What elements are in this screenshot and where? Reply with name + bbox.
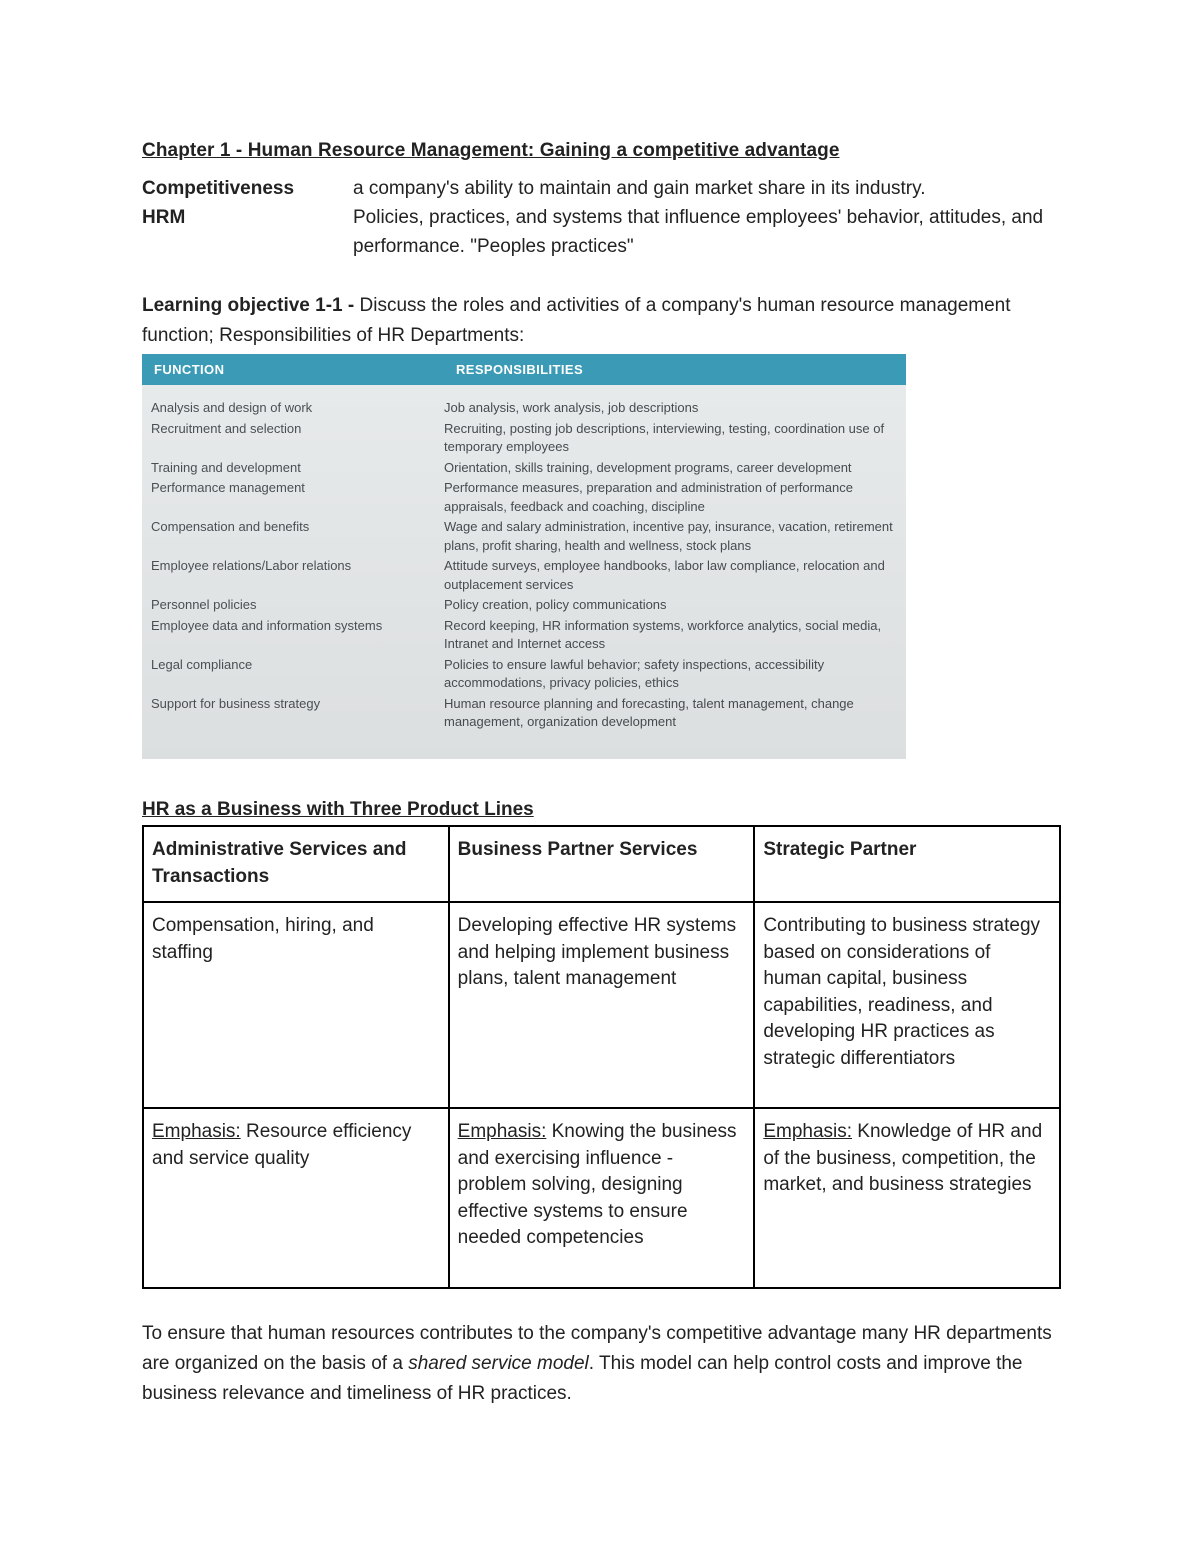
closing-text-start: To ensure that human resources contributes to the company's competitive advantage many HR departments are organized on the basis of a <box>142 1323 1052 1374</box>
hr-table-row <box>142 399 906 418</box>
responsibilities-cell: Attitude surveys, employee handbooks, labor law compliance, relocation and outplacement services <box>444 558 885 592</box>
function-cell: Training and development <box>151 459 301 475</box>
term-competitiveness: Competitiveness <box>142 178 295 199</box>
responsibilities-cell: Recruiting, posting job descriptions, interviewing, testing, coordination use of temporary employees <box>444 420 885 454</box>
hr-responsibilities-table-image <box>142 354 906 759</box>
closing-paragraph <box>142 1319 1062 1409</box>
function-cell: Compensation and benefits <box>151 519 310 534</box>
header-function: FUNCTION <box>154 362 225 377</box>
emphasis-strategic-partner <box>754 1108 1060 1288</box>
learning-objective <box>142 291 1062 351</box>
responsibilities-cell: Performance measures, preparation and administration of performance appraisals, feedback and coaching, discipline <box>444 480 853 514</box>
description-business-partner: Developing effective HR systems and helping implement business plans, talent management <box>449 902 755 1108</box>
hr-table-row <box>142 656 906 693</box>
emphasis-text: Knowledge of HR and of the business, competition, the market, and business strategies <box>763 1121 1043 1195</box>
product-lines-table <box>142 825 1061 1289</box>
table-row <box>143 1108 1060 1288</box>
hr-table-row <box>142 695 906 732</box>
definition-hrm: Policies, practices, and systems that influence employees' behavior, attitudes, and performance. "Peoples practices" <box>353 207 1044 257</box>
responsibilities-cell: Human resource planning and forecasting, talent management, change management, organization development <box>444 695 854 729</box>
responsibilities-cell: Record keeping, HR information systems, workforce analytics, social media, Intranet and Internet access <box>444 617 882 651</box>
term-hrm: HRM <box>142 207 186 228</box>
function-cell: Recruitment and selection <box>151 420 302 436</box>
document-page <box>142 140 1062 1409</box>
function-cell: Employee relations/Labor relations <box>151 558 352 573</box>
product-lines-title: HR as a Business with Three Product Lines <box>142 799 534 820</box>
header-administrative: Administrative Services and Transactions <box>143 826 449 902</box>
definitions <box>142 174 1062 261</box>
hr-table-row <box>142 617 906 654</box>
hr-table-row <box>142 420 906 457</box>
emphasis-text: Resource efficiency and service quality <box>152 1121 412 1169</box>
responsibilities-cell: Policy creation, policy communications <box>444 597 667 612</box>
closing-italic-term: shared service model <box>408 1353 589 1374</box>
closing-text-end: . This model can help control costs and improve the business relevance and timeliness of HR practices. <box>142 1353 1023 1404</box>
description-administrative: Compensation, hiring, and staffing <box>143 902 449 1108</box>
header-business-partner: Business Partner Services <box>449 826 755 902</box>
function-cell: Support for business strategy <box>151 695 321 711</box>
emphasis-label: Emphasis: <box>457 1121 547 1142</box>
emphasis-business-partner <box>449 1108 755 1288</box>
header-responsibilities: RESPONSIBILITIES <box>456 362 584 377</box>
hr-table-row <box>142 518 906 555</box>
learning-objective-text: Discuss the roles and activities of a company's human resource management function; Responsibilities of HR Departments: <box>142 295 1011 346</box>
function-cell: Legal compliance <box>151 656 253 672</box>
hr-table-row <box>142 596 906 615</box>
responsibilities-cell: Job analysis, work analysis, job descriptions <box>444 400 699 415</box>
table-header-row <box>143 826 1060 902</box>
function-cell: Performance management <box>151 480 305 495</box>
hr-table-row <box>142 557 906 594</box>
description-strategic-partner: Contributing to business strategy based on considerations of human capital, business capabilities, readiness, and developing HR practices as strategic differentiators <box>754 902 1060 1108</box>
chapter-title: Chapter 1 - Human Resource Management: Gaining a competitive advantage <box>142 140 840 161</box>
hr-table-row <box>142 479 906 516</box>
emphasis-text: Knowing the business and exercising influence - problem solving, designing effective systems to ensure needed competencies <box>457 1121 737 1248</box>
function-cell: Personnel policies <box>151 597 257 612</box>
hr-table-rows <box>142 385 906 732</box>
header-strategic-partner: Strategic Partner <box>754 826 1060 902</box>
learning-objective-label: Learning objective 1-1 - <box>142 295 355 316</box>
hr-table-row <box>142 459 906 478</box>
emphasis-administrative <box>143 1108 449 1288</box>
table-row <box>143 902 1060 1108</box>
emphasis-label: Emphasis: <box>152 1121 241 1142</box>
hr-table-header <box>142 354 906 385</box>
emphasis-label: Emphasis: <box>763 1121 853 1142</box>
function-cell: Employee data and information systems <box>151 617 383 633</box>
responsibilities-cell: Policies to ensure lawful behavior; safety inspections, accessibility accommodations, privacy policies, ethics <box>444 656 825 690</box>
responsibilities-cell: Orientation, skills training, development programs, career development <box>444 459 852 475</box>
function-cell: Analysis and design of work <box>151 400 313 415</box>
definition-competitiveness: a company's ability to maintain and gain market share in its industry. <box>353 178 926 199</box>
responsibilities-cell: Wage and salary administration, incentive pay, insurance, vacation, retirement plans, profit sharing, health and wellness, stock plans <box>444 519 893 553</box>
